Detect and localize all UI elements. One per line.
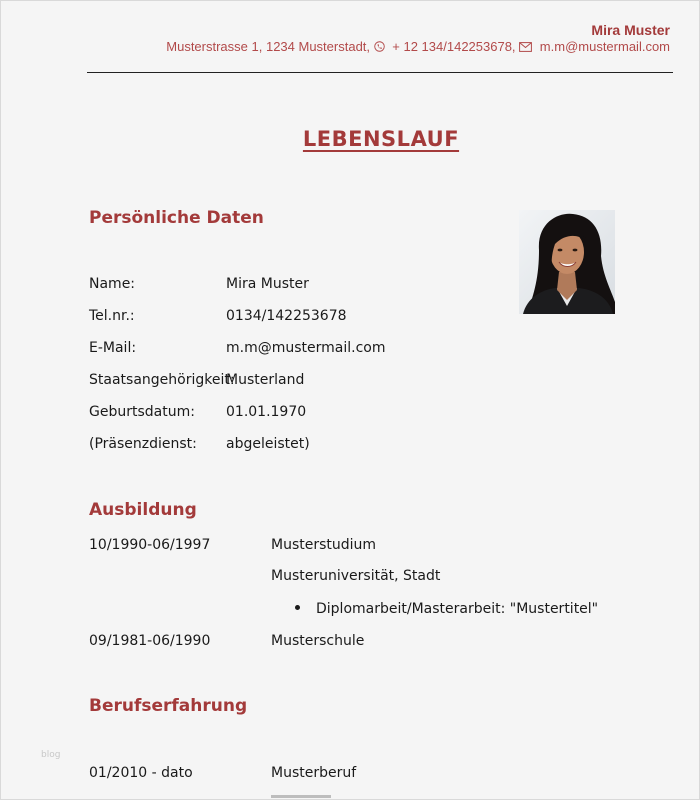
experience-title: Musterberuf — [271, 765, 357, 781]
experience-date: 01/2010 - dato — [89, 765, 193, 781]
header-name: Mira Muster — [591, 22, 670, 38]
envelope-icon — [519, 39, 536, 54]
cut-off-text — [271, 793, 341, 800]
personal-value-nationality: Musterland — [226, 372, 305, 388]
education-date: 09/1981-06/1990 — [89, 633, 211, 649]
personal-value-service: abgeleistet) — [226, 436, 310, 452]
watermark-text: blog — [41, 750, 61, 760]
education-detail: Musteruniversität, Stadt — [271, 568, 441, 584]
personal-label-nationality: Staatsangehörigkeit: — [89, 372, 235, 388]
header-phone: + 12 134/142253678, — [392, 39, 516, 54]
personal-value-birthdate: 01.01.1970 — [226, 404, 307, 420]
section-heading-experience: Berufserfahrung — [89, 696, 248, 716]
education-date: 10/1990-06/1997 — [89, 537, 211, 553]
header-contact — [166, 39, 670, 54]
education-title: Musterschule — [271, 633, 365, 649]
profile-photo — [519, 210, 615, 314]
personal-value-name: Mira Muster — [226, 276, 309, 292]
personal-label-phone: Tel.nr.: — [89, 308, 135, 324]
bullet-marker — [295, 605, 300, 610]
education-bullet-item: Diplomarbeit/Masterarbeit: "Mustertitel" — [316, 601, 599, 617]
header-divider — [87, 72, 673, 73]
personal-label-email: E-Mail: — [89, 340, 137, 356]
personal-label-name: Name: — [89, 276, 136, 292]
phone-icon — [374, 39, 389, 54]
personal-label-birthdate: Geburtsdatum: — [89, 404, 195, 420]
personal-value-email: m.m@mustermail.com — [226, 340, 386, 356]
header-address: Musterstrasse 1, 1234 Musterstadt, — [166, 39, 371, 54]
personal-label-service: (Präsenzdienst: — [89, 436, 197, 452]
section-heading-education: Ausbildung — [89, 500, 197, 520]
document-title: LEBENSLAUF — [302, 127, 460, 151]
education-title: Musterstudium — [271, 537, 377, 553]
section-heading-personal: Persönliche Daten — [89, 208, 264, 228]
header-email: m.m@mustermail.com — [539, 39, 670, 54]
personal-value-phone: 0134/142253678 — [226, 308, 347, 324]
